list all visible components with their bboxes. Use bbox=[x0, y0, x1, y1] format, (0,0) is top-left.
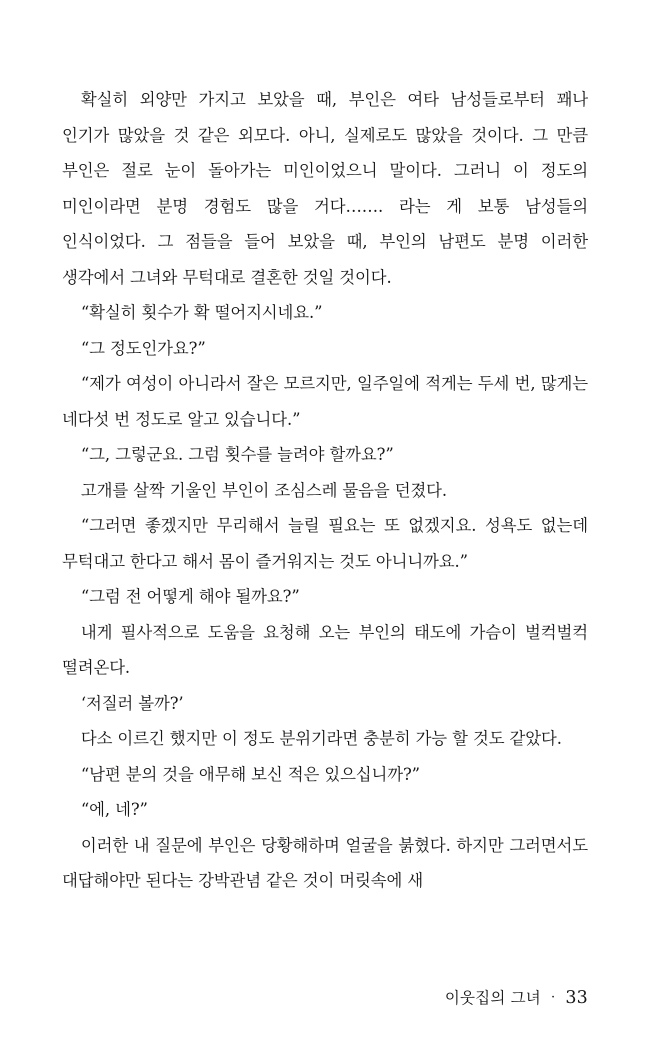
paragraph: 고개를 살짝 기울인 부인이 조심스레 물음을 던졌다. bbox=[80, 480, 448, 500]
footer-title: 이웃집의 그녀 bbox=[444, 989, 541, 1007]
footer-separator-dot: · bbox=[550, 990, 556, 1005]
paragraph: “확실히 횟수가 확 떨어지시네요.” bbox=[80, 303, 323, 322]
page-footer bbox=[445, 986, 588, 1008]
paragraph: 이러한 내 질문에 부인은 당황해하며 얼굴을 붉혔다. 하지만 그러면서도 대답해야만 된다는 강박관념 같은 것이 머릿속에 새 bbox=[62, 835, 588, 890]
paragraph: 내게 필사적으로 도움을 요청해 오는 부인의 태도에 가슴이 벌컥벌컥 떨려온다. bbox=[62, 622, 588, 677]
paragraph: “그럼 전 어떻게 해야 될까요?” bbox=[80, 587, 300, 606]
paragraph: “에, 네?” bbox=[80, 800, 148, 819]
page-number: 33 bbox=[565, 988, 588, 1008]
paragraph: 확실히 외양만 가지고 보았을 때, 부인은 여타 남성들로부터 꽤나 인기가 많았을 것 같은 외모다. 아니, 실제로도 많았을 것이다. 그 만큼 부인은 절로 눈이 돌아가는 미인이었으니 말이다. 그러니 이 정도의 미인이라면 분명 경험도 많을 거다……. 라는 게 보통 남성들의 인식이었다. 그 점들을 들어 보았을 때, 부인의 남편도 분명 이러한 생각에서 그녀와 무턱대로 결혼한 것일 것이다. bbox=[62, 90, 588, 287]
page-body bbox=[62, 82, 588, 899]
paragraph: “그, 그렇군요. 그럼 횟수를 늘려야 할까요?” bbox=[80, 445, 394, 464]
paragraph: ‘저질러 볼까?’ bbox=[80, 693, 184, 713]
paragraph: “남편 분의 것을 애무해 보신 적은 있으십니까?” bbox=[80, 764, 420, 784]
paragraph: 다소 이르긴 했지만 이 정도 분위기라면 충분히 가능 할 것도 같았다. bbox=[80, 729, 562, 748]
paragraph: “제가 여성이 아니라서 잘은 모르지만, 일주일에 적게는 두세 번, 많게는 네다섯 번 정도로 알고 있습니다.” bbox=[62, 374, 588, 429]
paragraph: “그 정도인가요?” bbox=[80, 338, 206, 358]
paragraph: “그러면 좋겠지만 무리해서 늘릴 필요는 또 없겠지요. 성욕도 없는데 무턱대고 한다고 해서 몸이 즐거워지는 것도 아니니까요.” bbox=[62, 516, 588, 571]
